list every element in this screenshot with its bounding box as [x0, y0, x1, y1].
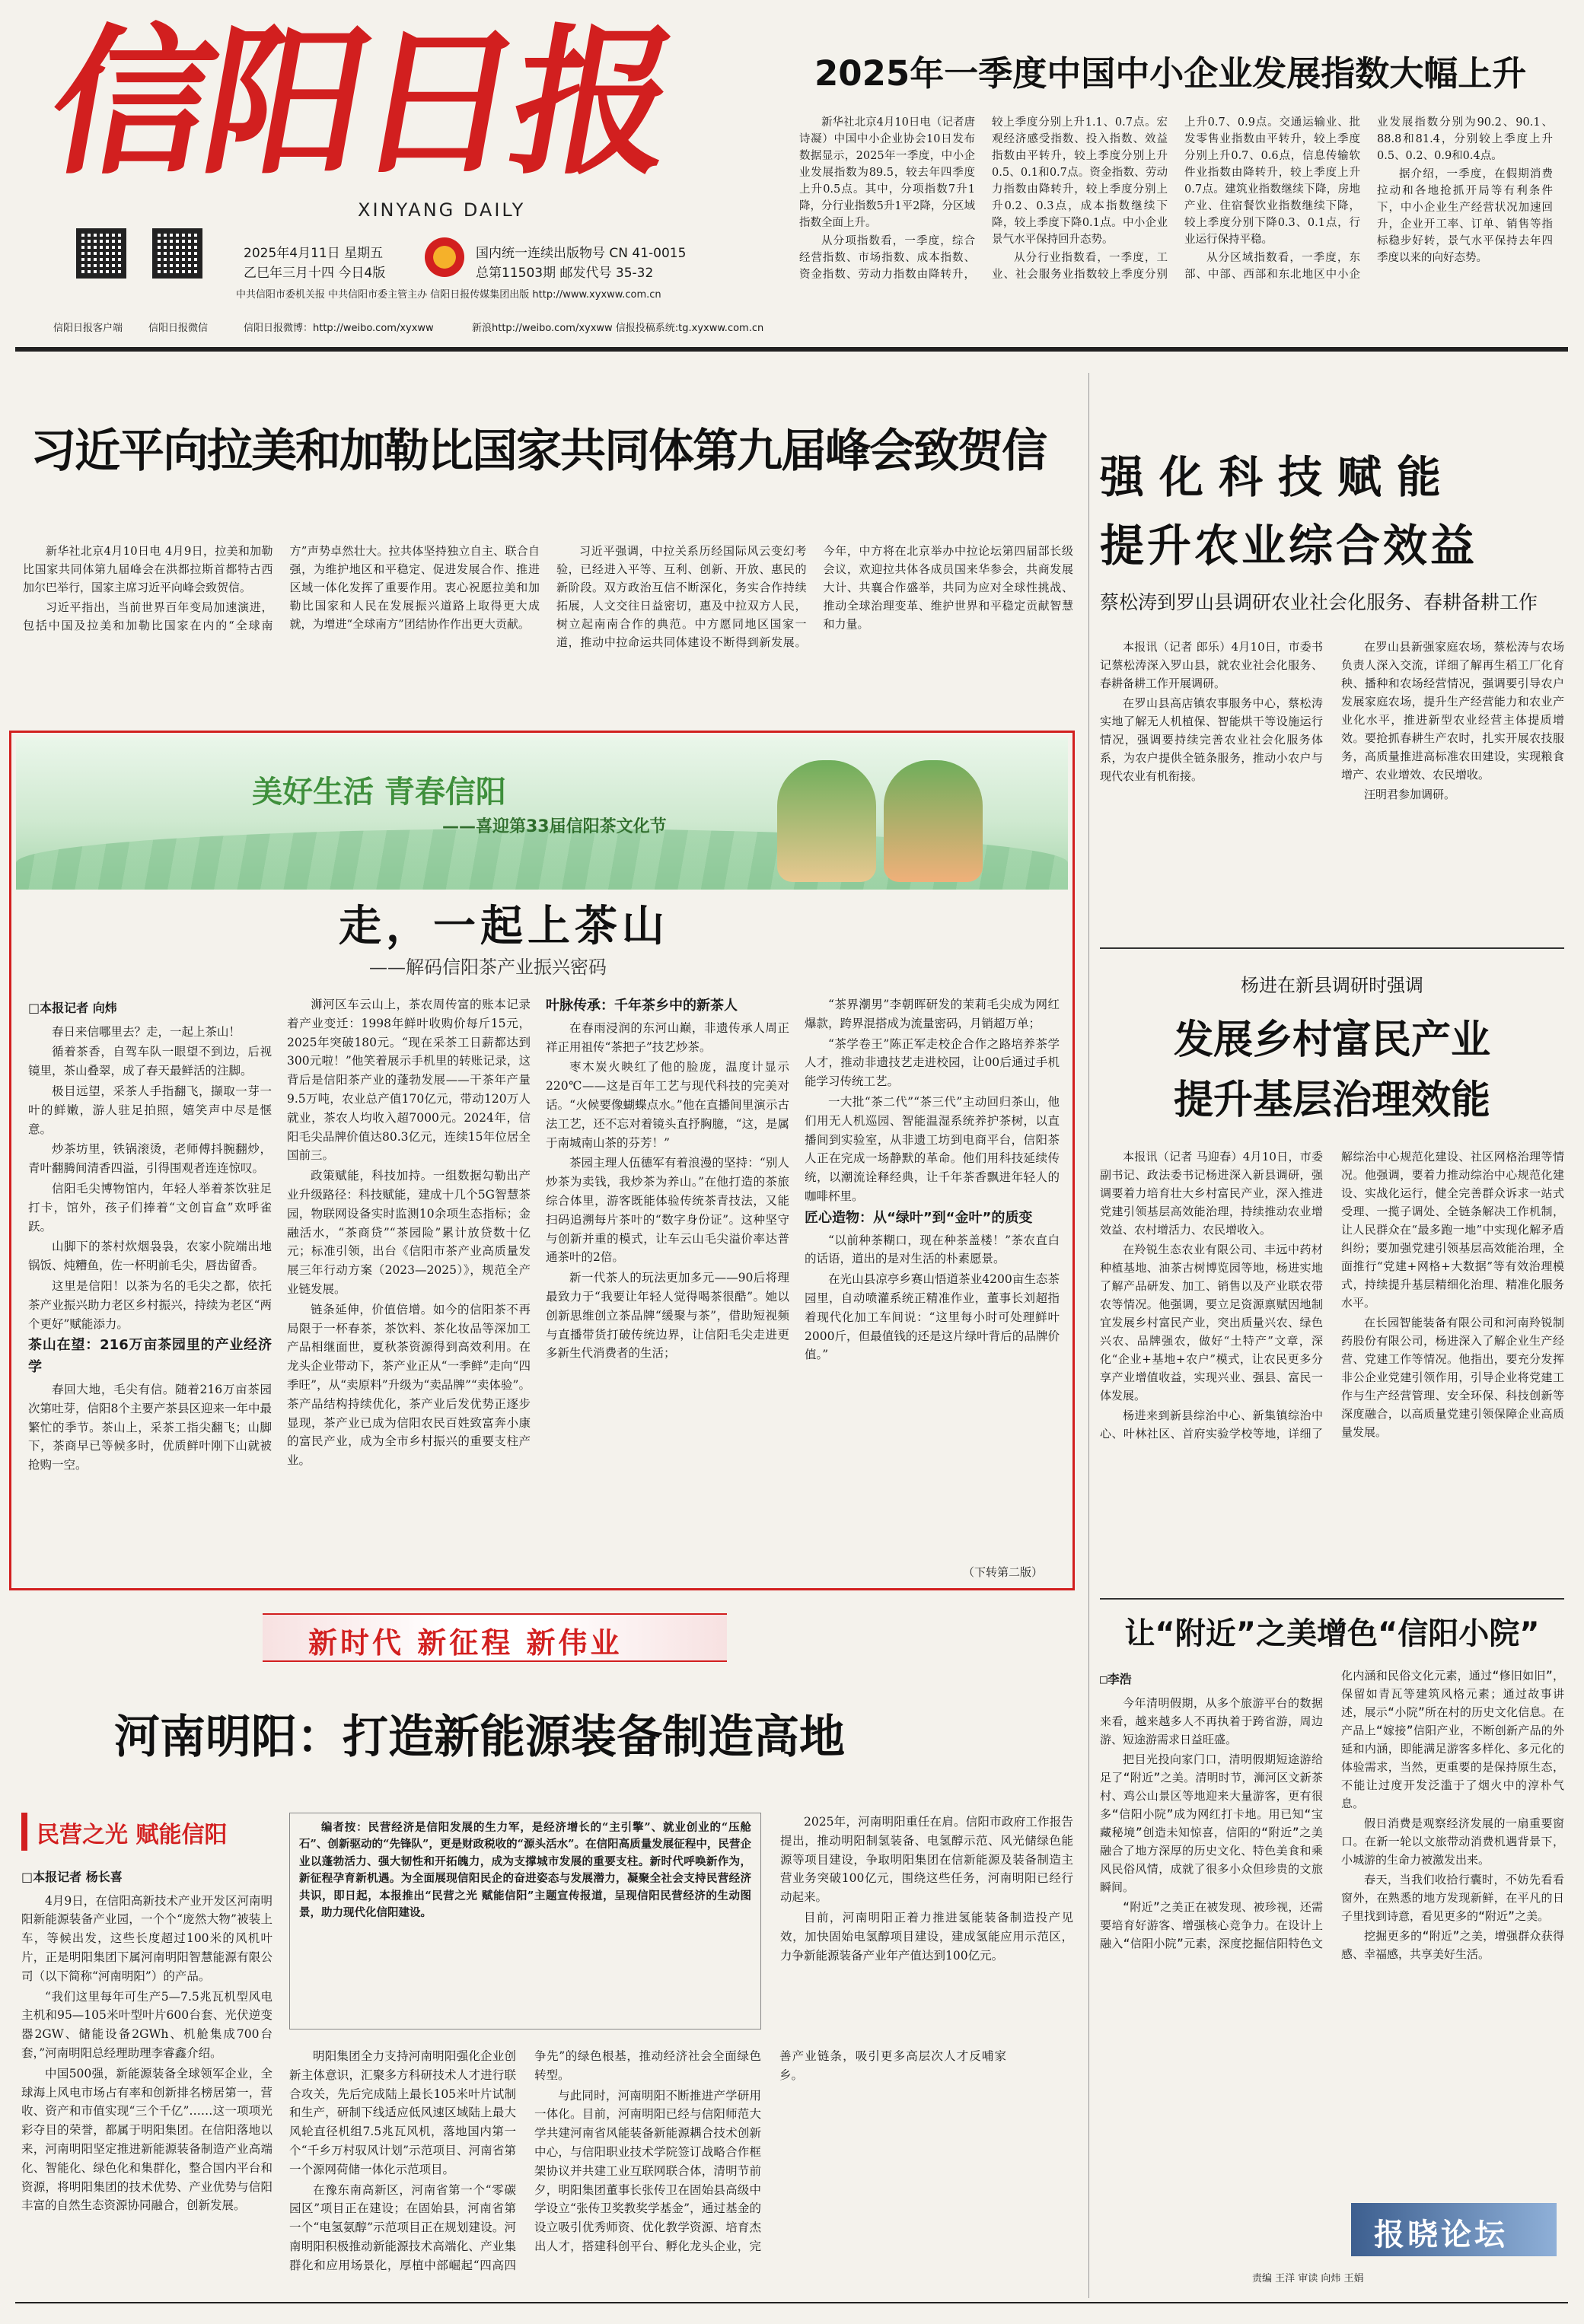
lead-body — [23, 542, 1073, 709]
tea-col-3 — [546, 995, 789, 1581]
fujin-para: “附近”之美正在被发现、被珍视，还需要培育好游客、增强核心竞争力。在设计上融入“信阳小院”元素，深度挖掘信阳特色文化内涵和民俗文化元素，通过“修旧如旧”，保留如青瓦等建筑风格元素；通过故事讲述，展示“小院”所在村的历史文化信息。在产品上“嫁接”信阳产业，不断创新产品的外延和内涵，即能满足游客多样化、多元化的体验需求，当然，更重要的是保持原生态，不能让过度开发泛滥于了烟火中的淳朴气息。 — [1100, 1669, 1564, 1950]
fujin-body — [1100, 1667, 1564, 2245]
tea-para: 这里是信阳！以茶为名的毛尖之都，依托茶产业振兴助力老区乡村振兴，持续为老区“两个更好”赋能添力。 — [28, 1278, 272, 1331]
fujin-para: 春天，当我们收拾行囊时，不妨先看看窗外，在熟悉的地方发现新鲜，在平凡的日子里找到诗意，看见更多的“附近”之美。 — [1341, 1873, 1564, 1923]
top-story-para: 从分行业指数看，一季度，工业、社会服务业指数较上季度分别上升0.7、0.9点。交通运输业、批发零售业指数由平转升，较上季度分别上升0.7、0.6点，信息传输软件业指数由降转升，较上季度上升0.7点。建筑业指数继续下降，房地产业、住宿餐饮业指数继续下降，较上季度分别下降0.3、0.1点，行业运行保持平稳。 — [992, 116, 1360, 282]
section-banner-text: 新时代 新征程 新伟业 — [308, 1626, 623, 1660]
tea-banner-sub: ——喜迎第33届信阳茶文化节 — [442, 817, 667, 836]
mingyang-para: “我们这里每年可生产5—7.5兆瓦机型风电主机和95—105米叶型叶片600台套、光伏逆变器2GW、储能设备2GWh、机舱集成700台套，”河南明阳总经理助理李睿鑫介绍。 — [21, 1989, 272, 2060]
fujin-para: 把目光投向家门口，清明假期短途游给足了“附近”之美。清明时节，浉河区文新茶村、鸡公山景区等地迎来大量游客，更有很多“信阳小院”成为网红打卡地。用已知“宝藏秘境”创造未知惊喜，信阳的“附近”之美融合了地方深厚的历史文化、特色美食和乘风民俗风情，成就了很多小众但珍贵的文旅瞬间。 — [1100, 1752, 1323, 1894]
tea-para: 枣木炭火映红了他的脸庞，温度计显示220℃——这是百年工艺与现代科技的完美对话。“火候要像蝴蝶点水。”他在直播间里演示古法工艺，还不忘对着镜头直抒胸臆，“这，是属于南城南山茶的芬芳！” — [546, 1060, 789, 1150]
mingyang-para: 目前，河南明阳正着力推进氢能装备制造投产见效，加快固始电氢醇项目建设，建成氢能应用示范区，力争新能源装备产业年产值达到100亿元。 — [780, 1910, 1073, 1963]
tea-para: “茶界潮男”李朝晖研发的茉莉毛尖成为网红爆款，跨界混搭成为流量密码，月销超万单； — [805, 998, 1060, 1030]
column-divider — [1088, 373, 1089, 2298]
agri-headline-line1: 强化科技赋能 — [1100, 451, 1457, 503]
tea-banner — [16, 737, 1068, 890]
tea-para: 一大批“茶二代”“茶三代”主动回归茶山，他们用无人机巡园、智能温湿系统养护茶树，以直播间到实验室，从非遗工坊到电商平台，信阳茶人正在完成一场静默的革命。他们用科技延续传统，以潮流诠释经典，让千年茶香飘进年轻人的咖啡杯里。 — [805, 1094, 1060, 1203]
fujin-byline: □李浩 — [1100, 1672, 1132, 1686]
tea-para: 政策赋能，科技加持。一组数据勾勒出产业升级路径：科技赋能，建成十几个5G智慧茶园，物联网设备实时监测10余项生态指标；金融活水，“茶商贷”“茶园险”累计放贷数十亿元；标准引领，出台《信阳市茶产业高质量发展三年行动方案（2023—2025）》，规范全产业链发展。 — [287, 1169, 531, 1296]
tea-para: 链条延伸，价值倍增。如今的信阳茶不再局限于一杯春茶，茶饮料、茶化妆品等深加工产品相继面世，夏秋茶资源得到高效利用。在龙头企业带动下，茶产业正从“一季鲜”走向“四季旺”，从“卖原料”升级为“卖品牌”“卖体验”。茶产品结构持续优化，茶产业后发优势正逐步显现，茶产业已成为信阳农民百姓致富奔小康的富民产业，成为全市乡村振兴的重要支柱产业。 — [287, 1302, 531, 1468]
mingyang-col-1 — [21, 1864, 272, 2291]
section-rule — [1100, 947, 1564, 949]
tea-para: 春日来信哪里去？走，一起上茶山！ — [52, 1024, 241, 1039]
lead-headline: 习近平向拉美和加勒比国家共同体第九届峰会致贺信 — [30, 425, 1046, 478]
tea-para: 信阳毛尖博物馆内，年轻人举着茶饮驻足打卡，馆外，孩子们捧着“文创盲盒”欢呼雀跃。 — [28, 1181, 272, 1234]
mingyang-editor-note — [289, 1813, 761, 2030]
editor-line: 责编 王洋 审读 向炜 王娟 — [1252, 2273, 1364, 2284]
forum-stamp — [1351, 2203, 1557, 2256]
tea-col-2 — [287, 995, 531, 1581]
agri-para: 在罗山县新强家庭农场，蔡松涛与农场负责人深入交流，详细了解再生稻工厂化育秧、播种和农场经营情况，强调要引导农户发展家庭农场，提升生产经营能力和农业产业化水平，推进新型农业经营主体提质增效。要抢抓春耕生产农时，扎实开展农技服务，高质量推进高标准农田建设，实现粮食增产、农业增效、农民增收。 — [1341, 640, 1564, 782]
fujin-story — [1100, 1609, 1564, 2294]
lead-para: 新华社北京4月10日电 4月9日，拉美和加勒比国家共同体第九届峰会在洪都拉斯首都特古西加尔巴举行，国家主席习近平向峰会致贺信。 — [23, 544, 273, 594]
masthead-logo-icon — [425, 237, 464, 277]
rural-story — [1100, 970, 1564, 1574]
mingyang-para: 4月9日，在信阳高新技术产业开发区河南明阳新能源装备产业园，一个个“庞然大物”被装上车，等候出发，这些长度超过100米的风机叶片，正是明阳集团下属河南明阳智慧能源有限公司（以下简称“河南明阳”）的产品。 — [21, 1893, 272, 1983]
section-banner — [263, 1613, 727, 1662]
tea-para: 山脚下的茶村炊烟袅袅，农家小院端出地锅饭、炖糟鱼，佐一杯明前毛尖，唇齿留香。 — [28, 1240, 272, 1273]
agri-para: 在罗山县高店镇农事服务中心，蔡松涛实地了解无人机植保、智能烘干等设施运行情况，强调要持续完善农业社会化服务体系，为农户提供全链条服务，推动小农户与现代农业有机衔接。 — [1100, 696, 1323, 783]
tea-para: 极目远望，采茶人手指翻飞，撷取一芽一叶的鲜嫩，游人驻足拍照，嬉笑声中尽是惬意。 — [28, 1084, 272, 1136]
rural-body — [1100, 1148, 1564, 1574]
rural-para: 在羚锐生态农业有限公司、丰远中药材种植基地、油茶古树博览园等地，杨进实地了解产品研发、加工、销售以及产业联农带农等情况。他强调，要立足资源禀赋因地制宜发展乡村富民产业，突出质量兴农、绿色兴农、品牌强农，做好“土特产”文章，深化“企业+基地+农户”模式，让农民更多分享产业增值收益，实现兴业、强县、富民一体发展。 — [1100, 1243, 1323, 1402]
tea-para: 浉河区车云山上，茶农周传富的账本记录着产业变迁：1998年鲜叶收购价每斤15元，2025年突破180元。“现在采茶工日薪都达到300元啦！”他笑着展示手机里的转账记录，这背后是信阳茶产业的蓬勃发展——干茶年产量9.5万吨，农业总产值170亿元，带动120万人就业，茶农人均收入超7000元。2024年，信阳毛尖品牌价值达80.3亿元，连续15年位居全国前三。 — [287, 998, 531, 1163]
tea-col-1 — [28, 995, 272, 1581]
top-story-para: 新华社北京4月10日电（记者唐诗凝）中国中小企业协会10日发布数据显示，2025年一季度，中小企业发展指数为89.5，较去年四季度上升0.5点。其中，分项指数7升1降，分行业指数5升1平2降，分区域指数全面上升。 — [799, 116, 975, 230]
tea-byline: □本报记者 向炜 — [28, 1001, 117, 1015]
tea-para: 循着茶香，自驾车队一眼望不到边，后视镜里，茶山叠翠，成了春天最鲜活的注脚。 — [28, 1045, 272, 1078]
agri-subhead: 蔡松涛到罗山县调研农业社会化服务、春耕备耕工作 — [1100, 591, 1538, 613]
rural-para: 在长园智能装备有限公司和河南羚锐制药股份有限公司，杨进深入了解企业生产经营、党建工作等情况。他指出，要充分发挥非公企业党建引领作用，引导企业将党建工作与生产经营管理、安全环保、科技创新等深度融合，以高质量党建引领保障企业高质量发展。 — [1341, 1316, 1564, 1439]
top-story-body — [799, 114, 1553, 342]
rural-para: 本报讯（记者 马迎春）4月10日，市委副书记、政法委书记杨进深入新县调研，强调要着力培育壮大乡村富民产业，深入推进党建引领基层高效能治理，持续推动农业增效益、农村增活力、农民增收入。 — [1100, 1150, 1323, 1237]
mingyang-para: 2025年，河南明阳重任在肩。信阳市政府工作报告提出，推动明阳制氢装备、电氢醇示范、风光储绿色能源等项目建设，争取明阳集团在信新能源及装备制造主营业务突破100亿元，围绕这些任务，河南明阳已经行动起来。 — [780, 1815, 1073, 1905]
tea-banner-slogan: 美好生活 青春信阳 — [252, 775, 506, 810]
rural-kicker: 杨进在新县调研时强调 — [1241, 975, 1423, 996]
tea-para: “以前种茶糊口，现在种茶盖楼！”茶农直白的话语，道出的是对生活的朴素愿景。 — [805, 1233, 1060, 1266]
tea-continued[interactable]: （下转第二版） — [963, 1565, 1044, 1579]
tea-para: 炒茶坊里，铁锅滚烫，老师傅抖腕翻炒，青叶翻腾间清香四溢，引得围观者连连惊叹。 — [28, 1142, 272, 1176]
tea-subhead: 匠心造物：从“绿叶”到“金叶”的质变 — [805, 1209, 1033, 1226]
masthead-lunar: 乙巳年三月十四 今日4版 — [244, 266, 386, 281]
rural-para: 杨进来到新县综治中心、新集镇综治中心、叶林社区、首府实验学校等地，详细了解综治中心规范化建设、社区网格治理等情况。他强调，要着力推动综治中心规范化建设、实战化运行，健全完善群众诉求一站式受理、一揽子调处、全链条解决工作机制，让人民群众在“最多跑一地”中实现化解矛盾纠纷；要加强党建引领基层高效能治理，全面推行“党建+网格+大数据”等有效治理模式，持续提升基层精细化治理、精准化服务水平。 — [1100, 1150, 1564, 1441]
tea-subhead: 茶山在望：216万亩茶园里的产业经济学 — [28, 1337, 272, 1376]
mingyang-para: 明阳集团全力支持河南明阳强化企业创新主体意识，汇聚多方科研技术人才进行联合攻关，先后完成陆上最长105米叶片试制和生产，研制下线适应低风速区域陆上最大风轮直径机组7.5兆瓦风机，落地国内第一个“千乡万村驭风计划”示范项目、河南省第一个源网荷储一体化示范项目。 — [289, 2049, 516, 2176]
agri-headline-line2: 提升农业综合效益 — [1100, 520, 1478, 571]
mingyang-para: 在豫东南高新区，河南省第一个“零碳园区”项目正在建设；在固始县，河南省第一个“电氢氨醇”示范项目正在规划建设。河南明阳积极推动新能源技术高端化、产业集群化和应用场景化，厚植中部崛起“四高四争先”的绿色根基，推动经济社会全面绿色转型。 — [289, 2049, 761, 2272]
mingyang-editor-note-text: 编者按：民营经济是信阳发展的生力军，是经济增长的“主引擎”、就业创业的“压舱石”、创新驱动的“先锋队”，更是财政税收的“源头活水”。在信阳高质量发展征程中，民营企业以蓬勃活力、强大韧性和开拓魄力，成为支撑城市发展的重要支柱。新时代呼唤新作为，新征程孕育新机遇。为全面展现信阳民企的奋进姿态与发展潜力，凝聚全社会支持民营经济共识，即日起，本报推出“民营之光 赋能信阳”主题宣传报道，呈现信阳民营经济的生动图景，助力现代化信阳建设。 — [299, 1821, 751, 1920]
mingyang-para: 中国500强，新能源装备全球领军企业，全球海上风电市场占有率和创新排名榜居第一，营收、资产和市值实现“三个千亿”……这一项项光彩夺目的荣誉，都属于明阳集团。在信阳落地以来，河南明阳坚定推进新能源装备制造产业高端化、智能化、绿色化和集群化，整合国内平台和资源，将明阳集团的技术优势、产业优势与信阳丰富的自然生态资源协同融合，创新发展。 — [21, 2066, 272, 2213]
tea-para: 新一代茶人的玩法更加多元——90后将理最致力于“我要让年轻人觉得喝茶很酷”。她以创新思维创立茶品牌“缓聚与茶”，借助短视频与直播带货打破传统边界，让信阳毛尖走进更多新生代消费者的生活； — [546, 1271, 789, 1361]
qr2-label: 信阳日报微信 — [148, 323, 209, 334]
mingyang-column-tag-text: 民营之光 赋能信阳 — [37, 1822, 228, 1848]
forum-stamp-text: 报晓论坛 — [1374, 2217, 1508, 2252]
top-story-headline: 2025年一季度中国中小企业发展指数大幅上升 — [814, 53, 1527, 94]
masthead-title: 信阳日报 — [37, 8, 685, 196]
masthead-date: 2025年4月11日 星期五 — [244, 246, 384, 261]
tea-col-4 — [805, 995, 1060, 1558]
tea-para: 春回大地，毛尖有信。随着216万亩茶园次第吐芽，信阳8个主要产茶县区迎来一年中最繁忙的季节。茶山上，采茶工指尖翻飞；山脚下，茶商早已等候多时，优质鲜叶刚下山就被抢购一空。 — [28, 1382, 272, 1472]
agri-para: 汪明君参加调研。 — [1364, 788, 1456, 801]
masthead-weibo: 信阳日报微博：http://weibo.com/xyxww — [244, 323, 434, 334]
top-story-para: 从分项指数看，一季度，综合经营指数、市场指数、成本指数、资金指数、劳动力指数由降转升，较上季度分别上升1.1、0.7点。宏观经济感受指数、投入指数、效益指数由平转升，较上季度分别上升0.5、0.1和0.7点。资金指数、劳动力指数由降转升，较上季度分别上升0.2、0.3点，成本指数继续下降，较上季度下降0.1点。中小企业景气水平保持回升态势。 — [799, 116, 1168, 282]
rural-headline-line2: 提升基层治理效能 — [1173, 1078, 1490, 1123]
masthead-issue: 总第11503期 邮发代号 35-32 — [476, 266, 654, 281]
agri-para: 本报讯（记者 郎乐）4月10日，市委书记蔡松涛深入罗山县，就农业社会化服务、春耕备耕工作开展调研。 — [1100, 640, 1323, 690]
tea-para: 在春雨浸润的东河山巅，非遗传承人周正祥正用祖传“茶把子”技艺炒茶。 — [546, 1020, 789, 1054]
mingyang-headline: 河南明阳：打造新能源装备制造高地 — [114, 1711, 845, 1764]
mascot-illustration — [884, 760, 983, 882]
mingyang-col-2 — [289, 2047, 1006, 2291]
masthead-divider — [15, 347, 1568, 352]
top-story — [799, 23, 1553, 342]
mingyang-col-3 — [780, 1813, 1073, 2292]
lead-para: 习近平指出，当前世界百年变局加速演进，包括中国及拉美和加勒比国家在内的“全球南方”声势卓然壮大。拉共体坚持独立自主、联合自强，为维护地区和平稳定、促进发展合作、推进区域一体化发挥了重要作用。衷心祝愿拉美和加勒比国家和人民在发展振兴道路上取得更大成就，为增进“全球南方”团结协作作出更大贡献。 — [23, 544, 540, 632]
mingyang-para: 与此同时，河南明阳不断推进产学研用一体化。目前，河南明阳已经与信阳师范大学共建河南省风能装备新能源耦合技术创新中心，与信阳职业技术学院签订战略合作框架协议并共建工业互联网联合体，清明节前夕，明阳集团董事长张传卫在固始县高级中学设立“张传卫奖教奖学基金”，通过基金的设立吸引优秀师资、优化教学资源、培育杰出人才，搭建科创平台、孵化龙头企业，完善产业链条，吸引更多高层次人才反哺家乡。 — [534, 2049, 1006, 2253]
mascot-illustration — [777, 760, 876, 882]
mingyang-column-tag — [21, 1813, 279, 1851]
agri-story — [1100, 441, 1564, 896]
tea-para: “茶学卷王”陈正军走校企合作之路培养茶学人才，推动非遗技艺走进校园，让00后通过手机能学习传统工艺。 — [805, 1036, 1060, 1089]
tea-subtitle: ——解码信阳茶产业振兴密码 — [369, 957, 607, 978]
qr-code-app[interactable] — [76, 228, 126, 279]
top-story-para: 据介绍，一季度，在假期消费拉动和各地抢抓开局等有利条件下，中小企业生产经营状况加速回升，企业开工率、订单、销售等指标稳步好转，景气水平保持去年四季度以来的向好态势。 — [1377, 168, 1553, 265]
lead-para: 习近平强调，中拉关系历经国际风云变幻考验，已经进入平等、互利、创新、开放、惠民的新阶段。双方政治互信不断深化，务实合作持续拓展，人文交往日益密切，惠及中拉双方人民，树立起南南合作的典范。中方愿同地区国家一道，推动中拉命运共同体建设不断得到新发展。今年，中方将在北京举办中拉论坛第四届部长级会议，欢迎拉共体各成员国来华参会，共商发展大计、共襄合作盛举，共同为应对全球性挑战、推动全球治理变革、维护世界和平稳定贡献智慧和力量。 — [556, 544, 1073, 649]
tea-feature-box — [9, 731, 1075, 1590]
fujin-para: 假日消费是观察经济发展的一扇重要窗口。在新一轮以文旅带动消费机遇背景下，小城游的生命力被激发出来。 — [1341, 1816, 1564, 1867]
section-rule — [1100, 1598, 1564, 1600]
bottom-rule — [15, 2302, 1568, 2303]
masthead-sponsor: 中共信阳市委机关报 中共信阳市委主管主办 信阳日报传媒集团出版 http://www.xyxww.com.cn — [236, 289, 661, 301]
masthead-sina: 新浪http://weibo.com/xyxww 信报投稿系统:tg.xyxww.com.cn — [472, 323, 764, 334]
tea-para: 茶园主理人伍德军有着浪漫的坚持：“别人炒茶为卖钱，我炒茶为养山。”在他打造的茶旅综合体里，游客既能体验传统茶青技法，又能扫码追溯每片茶叶的“数字身份证”。这种坚守与创新并重的模式，让车云山毛尖溢价率达普通茶叶的2倍。 — [546, 1156, 789, 1265]
fujin-headline: 让“附近”之美增色“信阳小院” — [1124, 1616, 1540, 1651]
tea-headline: 走，一起上茶山 — [339, 901, 669, 951]
masthead-cn: 国内统一连续出版物号 CN 41-0015 — [476, 246, 687, 261]
qr-code-wechat[interactable] — [152, 228, 202, 279]
rural-headline-line1: 发展乡村富民产业 — [1173, 1017, 1490, 1063]
masthead-subtitle-en: XINYANG DAILY — [358, 199, 526, 221]
agri-body — [1100, 638, 1564, 896]
qr1-label: 信阳日报客户端 — [53, 323, 123, 334]
top-story-para: 从分区域指数看，一季度，东部、中部、西部和东北地区中小企业发展指数分别为90.2、90.1、88.8和81.4，分别较上季度上升0.5、0.2、0.9和0.4点。 — [1184, 116, 1553, 282]
fujin-para: 挖掘更多的“附近”之美，增强群众获得感、幸福感，共享美好生活。 — [1341, 1929, 1564, 1961]
mingyang-byline: □本报记者 杨长喜 — [21, 1870, 123, 1884]
fujin-para: 今年清明假期，从多个旅游平台的数据来看，越来越多人不再执着于跨省游，周边游、短途游需求日益旺盛。 — [1100, 1695, 1323, 1746]
tea-subhead: 叶脉传承：千年茶乡中的新茶人 — [546, 998, 738, 1014]
tea-para: 在光山县凉亭乡赛山悟道茶业4200亩生态茶园里，自动喷灌系统正精准作业，董事长刘超指着现代化加工车间说：“这里每小时可处理鲜叶2000斤，但最值钱的还是这片绿叶背后的品牌价值。” — [805, 1272, 1060, 1362]
